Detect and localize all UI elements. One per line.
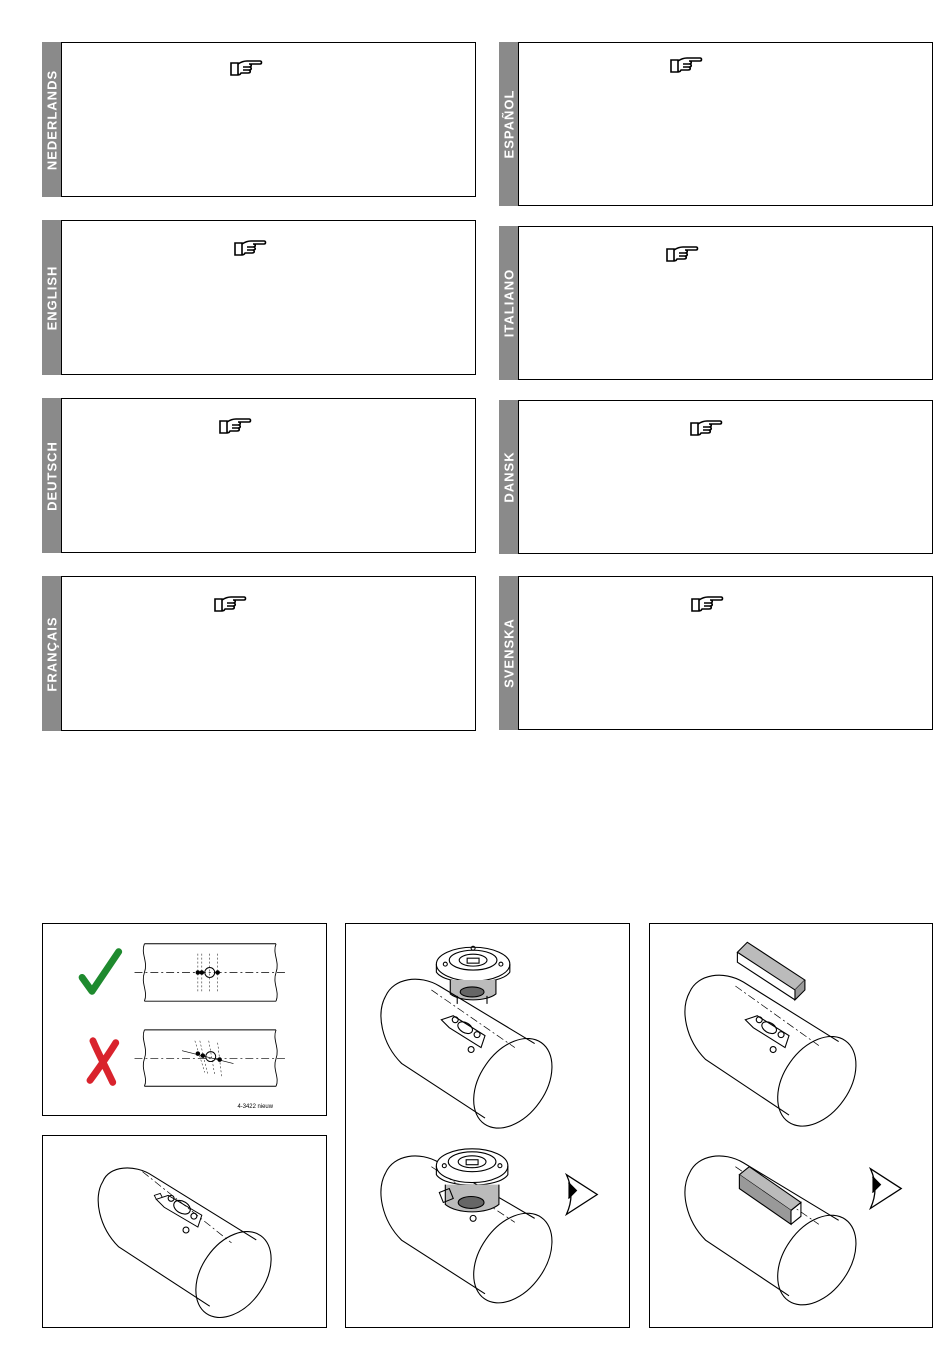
language-tab: [42, 576, 61, 731]
language-text-area: [518, 400, 933, 554]
language-label: ESPAÑOL: [501, 89, 516, 159]
pointing-hand-icon: [218, 415, 252, 437]
pointing-hand-icon: [213, 593, 247, 615]
drilling-alignment-panel: [42, 923, 327, 1116]
bracket-mounting-panel: [649, 923, 933, 1328]
language-tab: [499, 226, 518, 380]
language-tab: [42, 220, 61, 375]
valve-mounting-figure: [346, 924, 629, 1327]
language-tab: [499, 400, 518, 554]
language-text-area: [518, 42, 933, 206]
language-tab: [499, 576, 518, 730]
language-box-francais: [42, 576, 476, 731]
language-text-area: [61, 42, 476, 197]
pipe-top-view-incorrect: [135, 1030, 286, 1086]
green-checkmark-icon: [82, 952, 119, 992]
language-label: ENGLISH: [44, 265, 59, 330]
language-label: FRANÇAIS: [44, 615, 59, 692]
eye-view-icon: [870, 1169, 901, 1209]
eye-view-icon: [566, 1175, 597, 1215]
language-box-italiano: [499, 226, 933, 380]
pipe-top-view-correct: [135, 944, 286, 1001]
pipe-marking-panel: [42, 1135, 327, 1328]
bracket-mounting-figure: [650, 924, 932, 1327]
language-box-english: [42, 220, 476, 375]
pipe-with-saddle-figure: [43, 1136, 326, 1327]
language-box-svenska: [499, 576, 933, 730]
language-text-area: [518, 226, 933, 380]
drilling-alignment-figure: [43, 924, 326, 1115]
language-tab: [42, 398, 61, 553]
pointing-hand-icon: [233, 237, 267, 259]
language-box-deutsch: [42, 398, 476, 553]
language-tab: [42, 42, 61, 197]
pointing-hand-icon: [690, 593, 724, 615]
language-label: NEDERLANDS: [44, 69, 59, 170]
language-label: ITALIANO: [501, 268, 516, 338]
language-text-area: [61, 398, 476, 553]
valve-mounting-panel: [345, 923, 630, 1328]
language-box-dansk: [499, 400, 933, 554]
language-text-area: [61, 576, 476, 731]
language-text-area: [61, 220, 476, 375]
language-label: SVENSKA: [501, 618, 516, 688]
language-text-area: [518, 576, 933, 730]
language-label: DANSK: [501, 451, 516, 503]
figure-reference-code: 4-3422 nieuw: [237, 1104, 274, 1111]
red-x-icon: [90, 1041, 116, 1083]
language-box-nederlands: [42, 42, 476, 197]
language-box-espanol: [499, 42, 933, 206]
pointing-hand-icon: [229, 57, 263, 79]
pointing-hand-icon: [669, 54, 703, 76]
language-label: DEUTSCH: [44, 440, 59, 511]
language-tab: [499, 42, 518, 206]
pointing-hand-icon: [689, 417, 723, 439]
pointing-hand-icon: [665, 243, 699, 265]
